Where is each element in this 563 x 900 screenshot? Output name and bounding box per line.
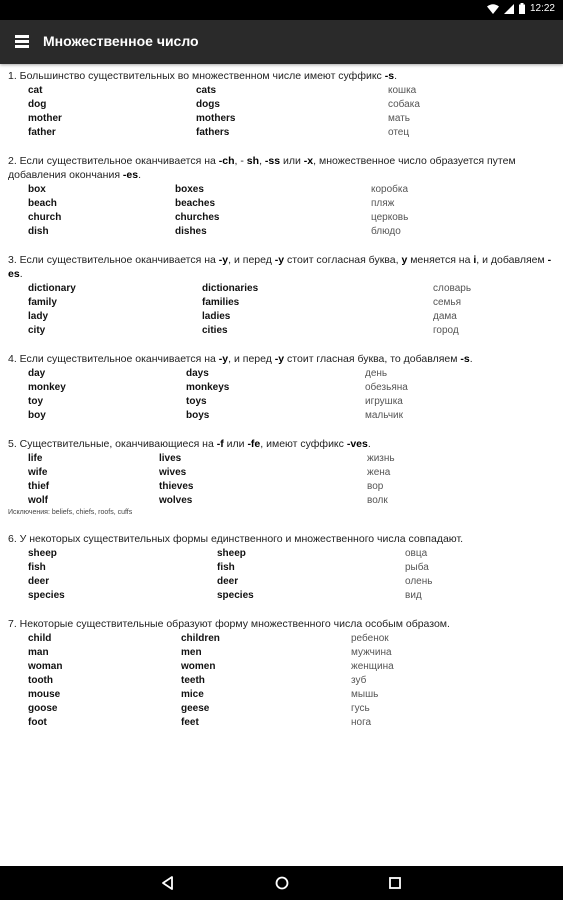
word-row [8,112,556,126]
plural-word: sheep [217,548,246,559]
singular-word: beach [28,198,57,209]
plural-word: ladies [202,311,231,322]
plural-word: mice [181,689,204,700]
plural-word: boys [186,410,210,421]
status-icons [487,3,555,14]
suffix-highlight: -f [216,438,224,450]
suffix-highlight: -ss [264,155,281,167]
plural-word: churches [175,212,220,223]
hamburger-menu-icon[interactable] [12,33,32,51]
singular-word: church [28,212,62,223]
navigation-bar [0,866,563,900]
plural-word: species [217,590,254,601]
translation: собака [388,99,420,110]
plural-word: children [181,633,220,644]
rule-section-4 [8,352,556,421]
translation: день [365,368,388,379]
heading-text: . [19,268,23,280]
plural-word: families [202,297,240,308]
word-row [8,575,556,589]
heading-text: , и перед [228,353,275,365]
heading-text: 7. Некоторые существительные образуют форму множественного числа особым образом. [8,618,450,630]
heading-text: , и добавляем [476,254,548,266]
heading-text: , - [234,155,247,167]
translation: вор [367,481,384,492]
heading-text: 2. Если существительное оканчивается на [8,155,219,167]
suffix-highlight: -ves [346,438,368,450]
status-bar [0,0,563,20]
translation: семья [433,297,462,308]
translation: мышь [351,689,379,700]
heading-text: или [223,438,248,450]
translation: город [433,325,459,336]
word-row [8,589,556,603]
word-row [8,98,556,112]
singular-word: family [28,297,57,308]
plural-word: teeth [181,675,205,686]
plural-word: wives [159,467,187,478]
plural-word: women [181,661,216,672]
singular-word: monkey [28,382,66,393]
word-row [8,674,556,688]
singular-word: sheep [28,548,57,559]
singular-word: man [28,647,49,658]
singular-word: foot [28,717,47,728]
word-row [8,688,556,702]
suffix-highlight: -x [303,155,314,167]
word-row [8,409,556,423]
word-row [8,547,556,561]
plural-word: lives [159,453,182,464]
translation: блюдо [371,226,401,237]
singular-word: goose [28,703,58,714]
heading-text: . [367,438,371,450]
rule-heading [8,253,556,281]
plural-word: geese [181,703,210,714]
heading-text: стоит согласная буква, [284,254,402,266]
translation: словарь [433,283,472,294]
singular-word: toy [28,396,43,407]
rule-section-6 [8,532,556,601]
singular-word: father [28,127,56,138]
heading-text: , и перед [228,254,275,266]
suffix-highlight: -ch [218,155,235,167]
back-icon[interactable] [159,874,177,892]
clock: 12:22 [529,3,555,14]
translation: гусь [351,703,370,714]
translation: кошка [388,85,417,96]
translation: жизнь [367,453,395,464]
word-row [8,660,556,674]
rule-heading [8,437,556,451]
word-row [8,480,556,494]
word-row [8,197,556,211]
page-title: Множественное число [43,33,199,49]
word-row [8,716,556,730]
heading-text: . [394,70,397,82]
translation: мать [388,113,411,124]
plural-word: dictionaries [202,283,259,294]
suffix-highlight: -s [384,70,395,82]
suffix-highlight: sh [246,155,260,167]
word-row [8,282,556,296]
word-row [8,296,556,310]
singular-word: species [28,590,65,601]
singular-word: mother [28,113,62,124]
singular-word: fish [28,562,46,573]
translation: нога [351,717,372,728]
rule-section-3 [8,253,556,336]
translation: волк [367,495,388,506]
heading-text: 6. У некоторых существительных формы единственного и множественного числа совпадают. [8,533,464,545]
translation: зуб [351,675,367,686]
word-row [8,702,556,716]
word-row [8,324,556,338]
word-row [8,211,556,225]
plural-word: fish [217,562,235,573]
word-row [8,126,556,140]
heading-text: 5. Существительные, оканчивающиеся на [8,438,217,450]
rule-heading [8,69,556,83]
plural-word: cats [196,85,217,96]
translation: коробка [371,184,409,195]
home-icon[interactable] [273,874,291,892]
word-row [8,381,556,395]
plural-word: men [181,647,202,658]
suffix-highlight: -s [460,353,470,365]
signal-icon [504,4,514,14]
singular-word: dog [28,99,47,110]
suffix-highlight: -es [122,169,139,181]
translation: мальчик [365,410,403,421]
wifi-icon [487,4,499,14]
word-row [8,367,556,381]
heading-text: стоит гласная буква, то добавляем [284,353,461,365]
word-row [8,395,556,409]
translation: игрушка [365,396,403,407]
exceptions-note: Исключения: beliefs, chiefs, roofs, cuffs [8,509,133,516]
heading-text: , [259,155,265,167]
singular-word: city [28,325,46,336]
translation: церковь [371,212,409,223]
plural-word: boxes [175,184,204,195]
singular-word: mouse [28,689,61,700]
suffix-highlight: -fe [247,438,261,450]
translation: мужчина [351,647,392,658]
singular-word: dictionary [28,283,76,294]
recents-icon[interactable] [386,874,404,892]
rule-section-1 [8,69,556,138]
heading-text: 1. Большинство существительных во множественном числе имеют суффикс [8,70,385,82]
heading-text: 4. Если существительное оканчивается на [8,353,219,365]
translation: пляж [371,198,395,209]
singular-word: child [28,633,52,644]
rule-heading [8,154,556,182]
plural-word: cities [202,325,228,336]
word-row [8,183,556,197]
word-row [8,225,556,239]
translation: дама [433,311,457,322]
word-row [8,561,556,575]
rule-section-7 [8,617,556,728]
word-row [8,466,556,480]
word-row [8,452,556,466]
heading-text: или [280,155,304,167]
plural-word: days [186,368,209,379]
word-row [8,494,556,508]
translation: обезьяна [365,382,408,393]
app-bar [0,20,563,64]
battery-icon [519,3,525,14]
heading-text: , имеют суффикс [260,438,347,450]
translation: овца [405,548,428,559]
suffix-highlight: -y [274,254,285,266]
plural-word: thieves [159,481,194,492]
singular-word: cat [28,85,43,96]
singular-word: woman [28,661,63,672]
heading-text: 3. Если существительное оканчивается на [8,254,219,266]
heading-text: . [138,169,142,181]
suffix-highlight: -es [8,254,552,280]
rule-section-5 [8,437,556,516]
suffix-highlight: -y [218,254,229,266]
translation: отец [388,127,410,138]
content-area [0,64,563,866]
plural-word: dogs [196,99,220,110]
suffix-highlight: -y [218,353,229,365]
singular-word: day [28,368,46,379]
translation: жена [367,467,391,478]
rule-heading [8,617,556,631]
plural-word: beaches [175,198,216,209]
singular-word: wife [28,467,48,478]
singular-word: dish [28,226,49,237]
singular-word: deer [28,576,50,587]
word-row [8,632,556,646]
word-row [8,84,556,98]
plural-word: wolves [159,495,193,506]
singular-word: boy [28,410,46,421]
heading-text: , множественное число образуется путем добавления окончания [8,155,516,181]
rule-section-2 [8,154,556,237]
singular-word: life [28,453,43,464]
heading-text: меняется на [407,254,474,266]
rule-heading [8,352,556,366]
translation: олень [405,576,433,587]
word-row [8,646,556,660]
suffix-highlight: -y [274,353,285,365]
singular-word: lady [28,311,49,322]
plural-word: dishes [175,226,207,237]
singular-word: thief [28,481,50,492]
translation: женщина [351,661,394,672]
plural-word: feet [181,717,199,728]
plural-word: toys [186,396,207,407]
plural-word: fathers [196,127,230,138]
suffix-highlight: i [473,254,477,266]
plural-word: deer [217,576,239,587]
singular-word: tooth [28,675,53,686]
word-row [8,310,556,324]
suffix-highlight: y [401,254,408,266]
translation: ребенок [351,633,389,644]
singular-word: wolf [28,495,48,506]
singular-word: box [28,184,46,195]
heading-text: . [469,353,473,365]
translation: вид [405,590,422,601]
rule-heading [8,532,556,546]
translation: рыба [405,562,429,573]
plural-word: mothers [196,113,236,124]
plural-word: monkeys [186,382,230,393]
